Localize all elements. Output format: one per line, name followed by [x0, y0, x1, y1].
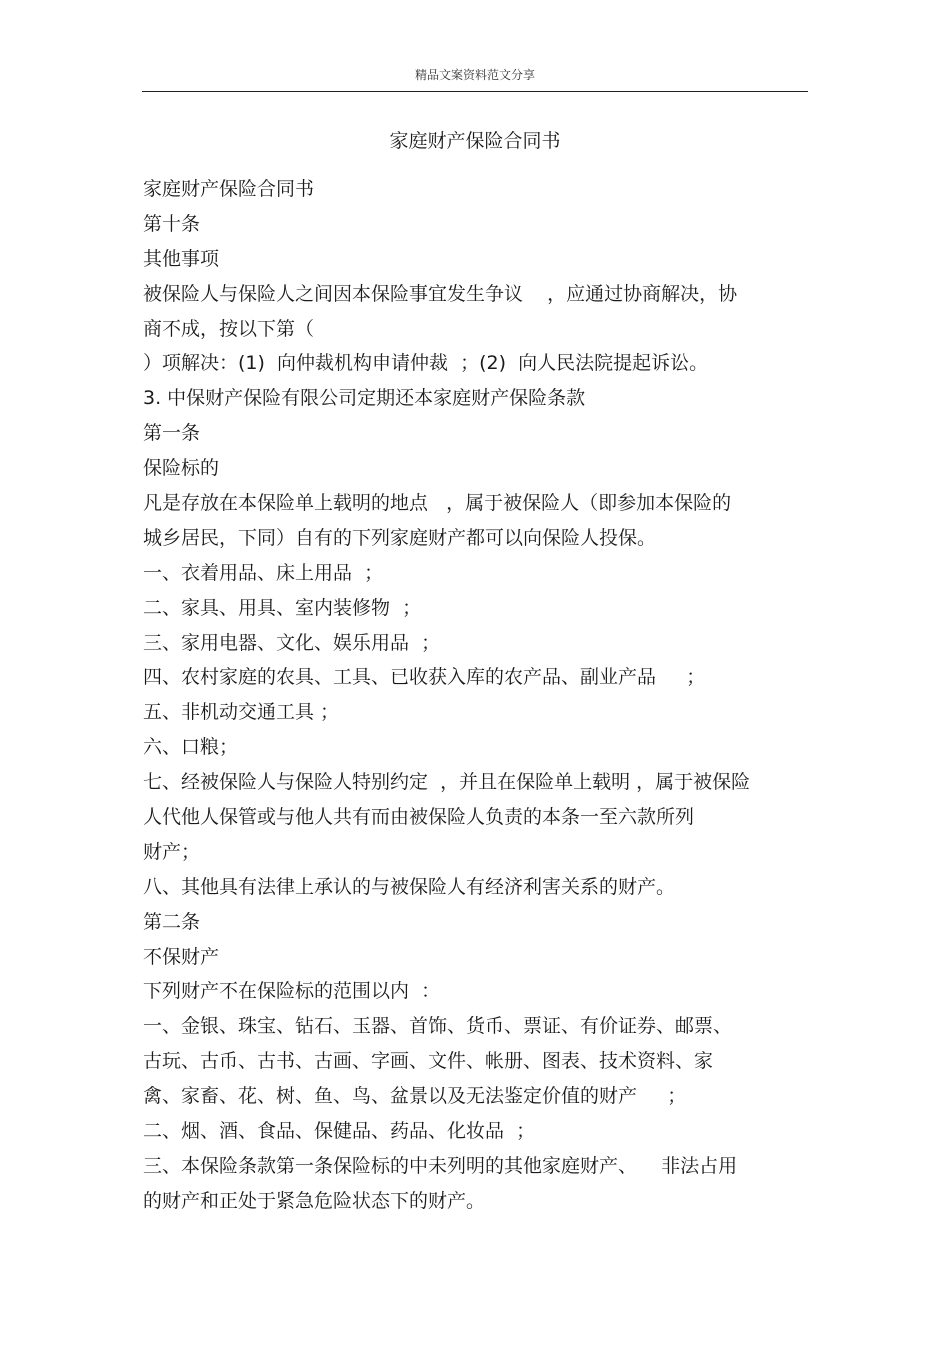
text-line: 3. 中保财产保险有限公司定期还本家庭财产保险条款	[143, 387, 586, 410]
page-header: 精品文案资料范文分享	[414, 68, 535, 82]
text-line: 第二条	[143, 910, 201, 933]
text-line: 三、家用电器、文化、娱乐用品 ；	[143, 631, 441, 654]
text-line: 二、烟、酒、食品、保健品、药品、化妆品 ；	[143, 1120, 536, 1143]
text-line: 的财产和正处于紧急危险状态下的财产。	[143, 1189, 486, 1212]
text-line: 一、金银、珠宝、钻石、玉器、首饰、货币、票证、有价证券、邮票、	[143, 1015, 733, 1038]
text-line: 第十条	[143, 212, 201, 235]
document-body	[143, 172, 808, 1219]
text-line: 禽、家畜、花、树、鱼、鸟、盆景以及无法鉴定价值的财产 ；	[143, 1085, 687, 1108]
header-divider	[142, 91, 808, 92]
text-line: 其他事项	[143, 247, 220, 270]
text-line: 一、衣着用品、床上用品 ；	[143, 561, 384, 584]
text-line: 六、口粮；	[143, 736, 239, 759]
text-line: 七、经被保险人与保险人特别约定 ，并且在保险单上载明 ，属于被保险	[143, 771, 751, 794]
text-line: ）项解决：(1) 向仲裁机构申请仲裁 ；(2) 向人民法院提起诉讼。	[143, 352, 709, 375]
document-title: 家庭财产保险合同书	[389, 130, 561, 152]
text-line: 人代他人保管或与他人共有而由被保险人负责的本条一至六款所列	[143, 806, 695, 829]
text-line: 下列财产不在保险标的范围以内 ：	[143, 980, 441, 1003]
text-line: 古玩、古币、古书、古画、字画、文件、帐册、图表、技术资料、家	[143, 1050, 714, 1073]
text-line: 商不成，按以下第（	[143, 317, 315, 340]
text-line: 不保财产	[143, 945, 220, 968]
text-line: 四、农村家庭的农具、工具、已收获入库的农产品、副业产品 ；	[143, 666, 706, 689]
text-line: 家庭财产保险合同书	[143, 178, 315, 200]
text-line: 二、家具、用具、室内装修物 ；	[143, 596, 422, 619]
text-line: 城乡居民，下同）自有的下列家庭财产都可以向保险人投保。	[143, 526, 657, 549]
text-line: 三、本保险条款第一条保险标的中未列明的其他家庭财产、 非法占用	[143, 1154, 738, 1177]
text-line: 五、非机动交通工具 ；	[143, 701, 340, 724]
text-line: 第一条	[143, 422, 201, 445]
text-line: 八、其他具有法律上承认的与被保险人有经济利害关系的财产。	[143, 875, 676, 898]
text-line: 保险标的	[143, 457, 220, 480]
text-line: 财产；	[143, 840, 201, 863]
text-line: 被保险人与保险人之间因本保险事宜发生争议 ，应通过协商解决，协	[143, 282, 738, 305]
text-line: 凡是存放在本保险单上载明的地点 ，属于被保险人（即参加本保险的	[143, 492, 732, 515]
